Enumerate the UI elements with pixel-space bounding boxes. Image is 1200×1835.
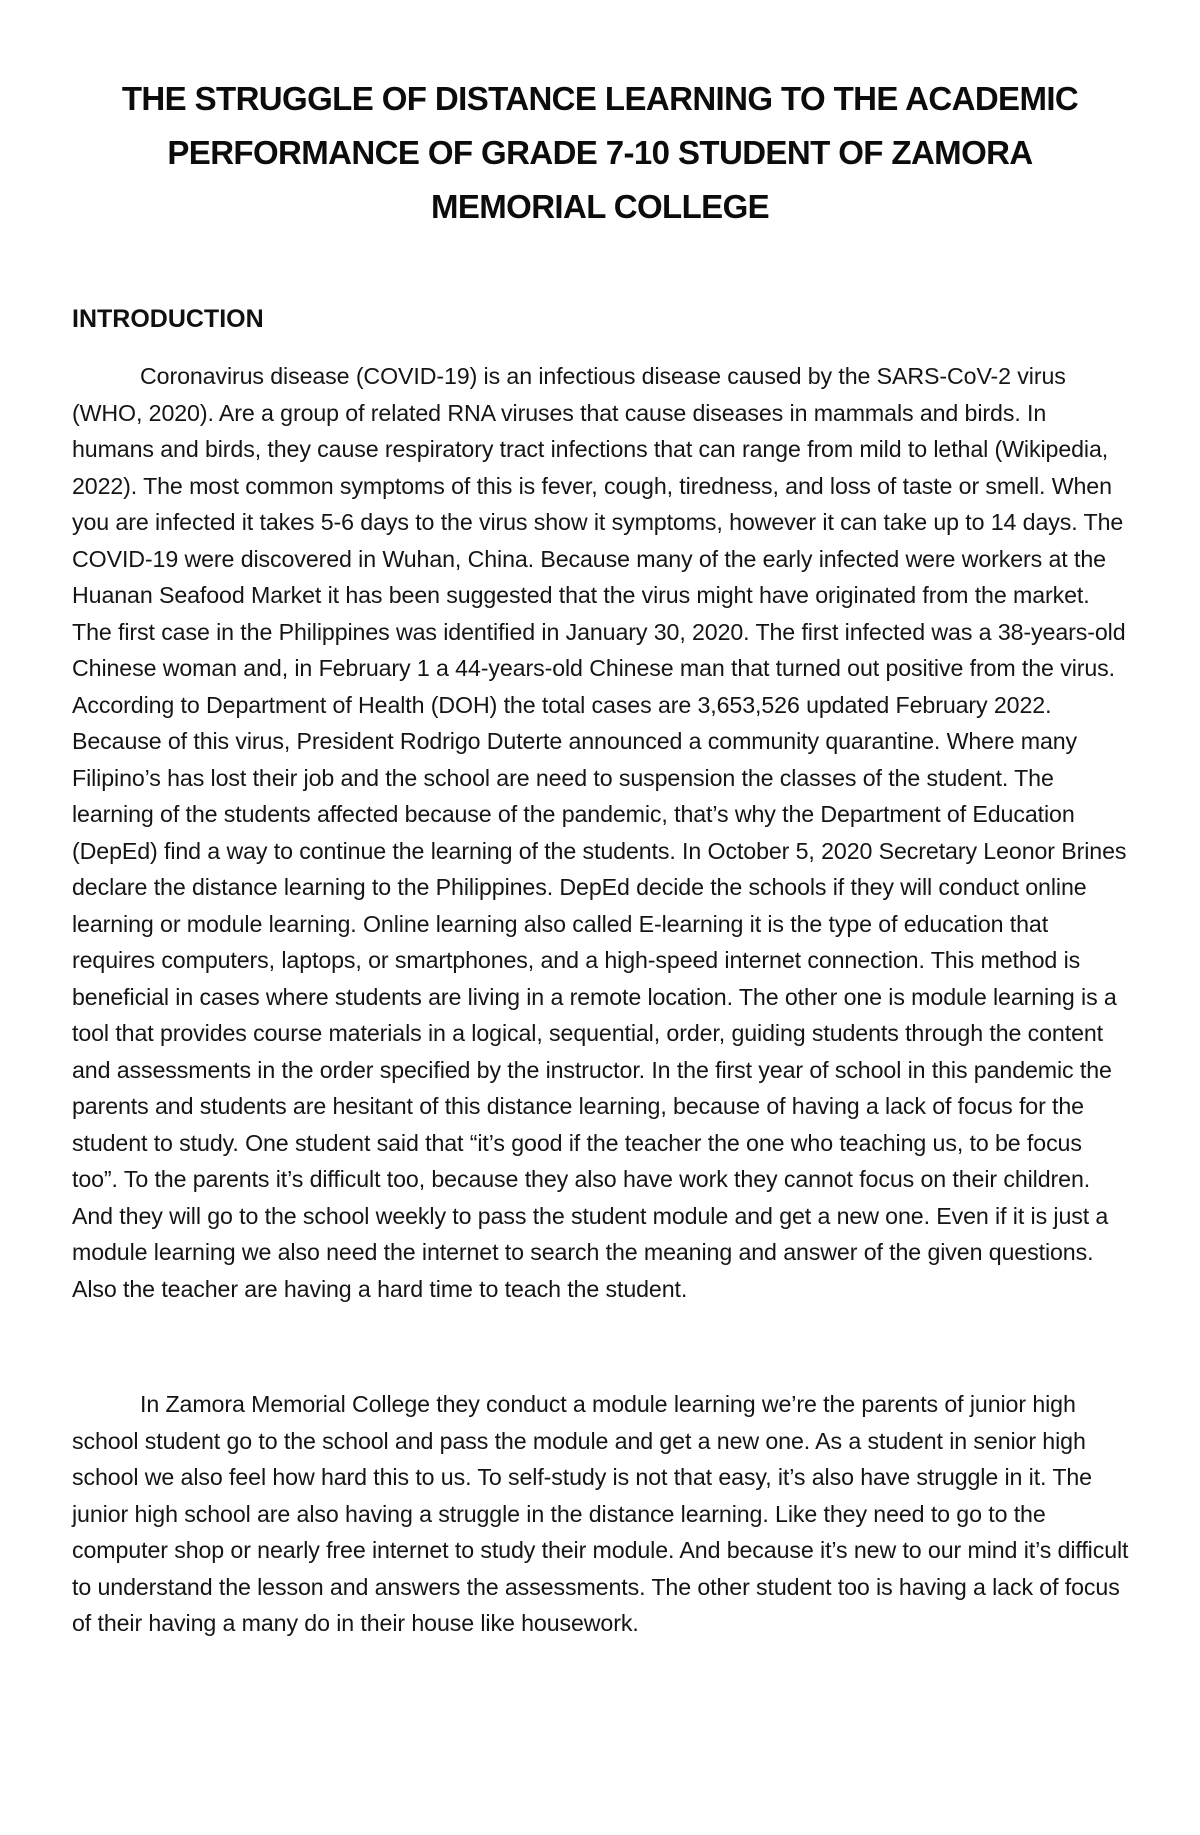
body-paragraph-2: In Zamora Memorial College they conduct a module learning we’re the parents of junior high school student go to the school and pass the module and get a new one. As a student in senior high school we also feel how hard this to us. To self-study is not that easy, it’s also have struggle in it. The junior high school are also having a struggle in the distance learning. Like they need to go to the computer shop or nearly free internet to study their module. And because it’s new to our mind it’s difficult to understand the lesson and answers the assessments. The other student too is having a lack of focus of their having a many do in their house like housework. — [72, 1391, 1129, 1636]
section-heading-introduction: INTRODUCTION — [72, 305, 264, 333]
document-title: THE STRUGGLE OF DISTANCE LEARNING TO THE ACADEMIC PERFORMANCE OF GRADE 7-10 STUDENT OF ZAMORA MEMORIAL COLLEGE — [121, 80, 1079, 225]
body-paragraph-1: Coronavirus disease (COVID-19) is an infectious disease caused by the SARS-CoV-2 virus (WHO, 2020). Are a group of related RNA viruses that cause diseases in mammals and birds. In humans and birds, they cause respiratory tract infections that can range from mild to lethal (Wikipedia, 2022). The most common symptoms of this is fever, cough, tiredness, and loss of taste or smell. When you are infected it takes 5-6 days to the virus show it symptoms, however it can take up to 14 days. The COVID-19 were discovered in Wuhan, China. Because many of the early infected were workers at the Huanan Seafood Market it has been suggested that the virus might have originated from the market. The first case in the Philippines was identified in January 30, 2020. The first infected was a 38-years-old Chinese woman and, in February 1 a 44-years-old Chinese man that turned out positive from the virus. According to Department of Health (DOH) the total cases are 3,653,526 updated February 2022. Because of this virus, President Rodrigo Duterte announced a community quarantine. Where many Filipino’s has lost their job and the school are need to suspension the classes of the student. The learning of the students affected because of the pandemic, that’s why the Department of Education (DepEd) find a way to continue the learning of the students. In October 5, 2020 Secretary Leonor Brines declare the distance learning to the Philippines. DepEd decide the schools if they will conduct online learning or module learning. Online learning also called E-learning it is the type of education that requires computers, laptops, or smartphones, and a high-speed internet connection. This method is beneficial in cases where students are living in a remote location. The other one is module learning is a tool that provides course materials in a logical, sequential, order, guiding students through the content and assessments in the order specified by the instructor. In the first year of school in this pandemic the parents and students are hesitant of this distance learning, because of having a lack of focus for the student to study. One student said that “it’s good if the teacher the one who teaching us, to be focus too”. To the parents it’s difficult too, because they also have work they cannot focus on their children. And they will go to the school weekly to pass the student module and get a new one. Even if it is just a module learning we also need the internet to search the meaning and answer of the given questions. Also the teacher are having a hard time to teach the student. — [72, 363, 1127, 1302]
